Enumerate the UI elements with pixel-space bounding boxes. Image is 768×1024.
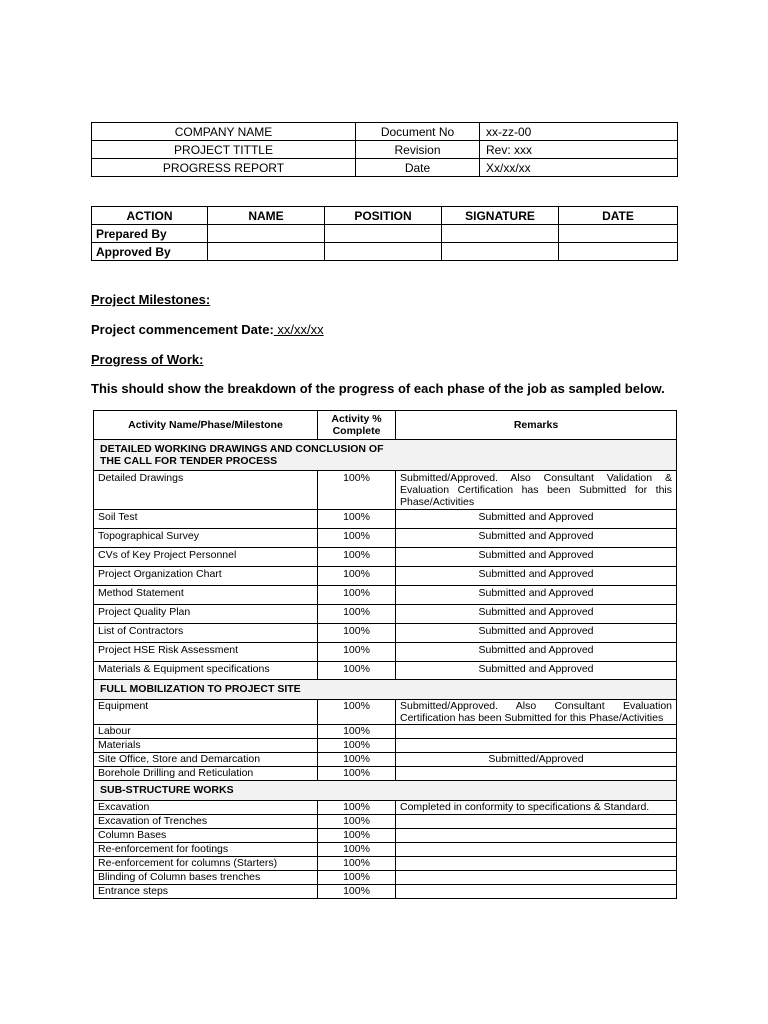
date-label: Date <box>356 159 480 177</box>
approved-by-position[interactable] <box>325 243 442 261</box>
activity-remark: Submitted and Approved <box>396 548 677 567</box>
col-activity-pct: Activity % Complete <box>318 411 396 440</box>
activity-pct: 100% <box>318 885 396 899</box>
activity-remark: Submitted and Approved <box>396 586 677 605</box>
table-row <box>94 767 677 781</box>
prepared-by-signature[interactable] <box>442 225 559 243</box>
document-header-table <box>91 122 678 177</box>
approved-by-name[interactable] <box>208 243 325 261</box>
prepared-by-date[interactable] <box>559 225 678 243</box>
activity-name: List of Contractors <box>94 624 318 643</box>
table-row <box>94 510 677 529</box>
activity-name: Materials <box>94 739 318 753</box>
activity-remark: Submitted/Approved. Also Consultant Validation & Evaluation Certification has been Submitted for this Phase/Activities <box>396 471 677 510</box>
table-row <box>94 624 677 643</box>
activity-name: Materials & Equipment specifications <box>94 662 318 681</box>
table-row <box>94 885 677 899</box>
section-title-mobilization: FULL MOBILIZATION TO PROJECT SITE <box>94 680 677 700</box>
activity-remark: Submitted and Approved <box>396 529 677 548</box>
activity-pct: 100% <box>318 567 396 586</box>
table-row <box>94 567 677 586</box>
col-action: ACTION <box>92 207 208 225</box>
section-title-drawings: DETAILED WORKING DRAWINGS AND CONCLUSION OF THE CALL FOR TENDER PROCESS <box>94 440 677 471</box>
activity-pct: 100% <box>318 801 396 815</box>
activity-remark: Submitted/Approved <box>396 753 677 767</box>
activity-remark <box>396 829 677 843</box>
activity-remark <box>396 871 677 885</box>
table-row <box>94 700 677 725</box>
activity-remark <box>396 857 677 871</box>
activity-pct: 100% <box>318 700 396 725</box>
table-row <box>94 753 677 767</box>
col-signature: SIGNATURE <box>442 207 559 225</box>
activity-pct: 100% <box>318 529 396 548</box>
prepared-by-position[interactable] <box>325 225 442 243</box>
report-name: PROGRESS REPORT <box>92 159 356 177</box>
activity-name: Method Statement <box>94 586 318 605</box>
table-row <box>94 586 677 605</box>
activity-pct: 100% <box>318 739 396 753</box>
table-row <box>94 815 677 829</box>
activity-pct: 100% <box>318 725 396 739</box>
col-name: NAME <box>208 207 325 225</box>
commencement-date: xx/xx/xx <box>273 322 324 337</box>
activity-remark: Submitted and Approved <box>396 662 677 681</box>
activity-pct: 100% <box>318 871 396 885</box>
section-title-substructure: SUB-STRUCTURE WORKS <box>94 781 677 801</box>
company-name: COMPANY NAME <box>92 123 356 141</box>
doc-no-label: Document No <box>356 123 480 141</box>
revision-label: Revision <box>356 141 480 159</box>
activity-pct: 100% <box>318 510 396 529</box>
table-row <box>94 829 677 843</box>
table-row <box>94 529 677 548</box>
col-activity-name: Activity Name/Phase/Milestone <box>94 411 318 440</box>
doc-no-value: xx-zz-00 <box>480 123 678 141</box>
activity-name: Labour <box>94 725 318 739</box>
activity-remark: Submitted/Approved. Also Consultant Evaluation Certification has been Submitted for this Phase/Activities <box>396 700 677 725</box>
project-title: PROJECT TITTLE <box>92 141 356 159</box>
table-row <box>94 605 677 624</box>
progress-table-2 <box>93 679 677 899</box>
activity-pct: 100% <box>318 815 396 829</box>
activity-pct: 100% <box>318 767 396 781</box>
table-row <box>94 643 677 662</box>
activity-name: Entrance steps <box>94 885 318 899</box>
activity-remark: Completed in conformity to specifications & Standard. <box>396 801 677 815</box>
col-date: DATE <box>559 207 678 225</box>
table-row <box>94 725 677 739</box>
activity-pct: 100% <box>318 857 396 871</box>
approved-by-date[interactable] <box>559 243 678 261</box>
activity-pct: 100% <box>318 753 396 767</box>
activity-remark: Submitted and Approved <box>396 643 677 662</box>
col-remarks: Remarks <box>396 411 677 440</box>
activity-remark <box>396 767 677 781</box>
activity-remark: Submitted and Approved <box>396 567 677 586</box>
activity-name: Project Organization Chart <box>94 567 318 586</box>
activity-name: Detailed Drawings <box>94 471 318 510</box>
activity-name: Re-enforcement for columns (Starters) <box>94 857 318 871</box>
commencement-line <box>91 322 324 337</box>
revision-value: Rev: xxx <box>480 141 678 159</box>
activity-name: Borehole Drilling and Reticulation <box>94 767 318 781</box>
activity-name: Excavation of Trenches <box>94 815 318 829</box>
activity-name: CVs of Key Project Personnel <box>94 548 318 567</box>
table-row <box>94 739 677 753</box>
table-row <box>94 843 677 857</box>
prepared-by-label: Prepared By <box>92 225 208 243</box>
intro-text: This should show the breakdown of the progress of each phase of the job as sampled below. <box>91 381 665 396</box>
activity-name: Topographical Survey <box>94 529 318 548</box>
approved-by-signature[interactable] <box>442 243 559 261</box>
table-row <box>94 471 677 510</box>
activity-remark: Submitted and Approved <box>396 605 677 624</box>
activity-remark <box>396 739 677 753</box>
table-row <box>94 548 677 567</box>
activity-remark: Submitted and Approved <box>396 510 677 529</box>
activity-pct: 100% <box>318 643 396 662</box>
activity-pct: 100% <box>318 662 396 681</box>
activity-pct: 100% <box>318 586 396 605</box>
table-row <box>94 662 677 681</box>
activity-name: Equipment <box>94 700 318 725</box>
approved-by-label: Approved By <box>92 243 208 261</box>
milestones-heading: Project Milestones: <box>91 292 211 307</box>
commencement-label: Project commencement Date: <box>91 322 274 337</box>
prepared-by-name[interactable] <box>208 225 325 243</box>
activity-name: Project HSE Risk Assessment <box>94 643 318 662</box>
activity-name: Blinding of Column bases trenches <box>94 871 318 885</box>
progress-table-1 <box>93 410 677 681</box>
activity-pct: 100% <box>318 624 396 643</box>
activity-remark <box>396 843 677 857</box>
activity-pct: 100% <box>318 605 396 624</box>
activity-remark <box>396 815 677 829</box>
activity-name: Excavation <box>94 801 318 815</box>
activity-name: Site Office, Store and Demarcation <box>94 753 318 767</box>
activity-pct: 100% <box>318 471 396 510</box>
table-row <box>94 871 677 885</box>
table-row <box>94 857 677 871</box>
activity-remark <box>396 885 677 899</box>
activity-remark <box>396 725 677 739</box>
progress-heading: Progress of Work: <box>91 352 204 367</box>
activity-name: Project Quality Plan <box>94 605 318 624</box>
activity-name: Soil Test <box>94 510 318 529</box>
col-position: POSITION <box>325 207 442 225</box>
activity-pct: 100% <box>318 829 396 843</box>
activity-name: Column Bases <box>94 829 318 843</box>
table-row <box>94 801 677 815</box>
activity-pct: 100% <box>318 843 396 857</box>
activity-name: Re-enforcement for footings <box>94 843 318 857</box>
date-value: Xx/xx/xx <box>480 159 678 177</box>
signoff-table <box>91 206 678 261</box>
activity-remark: Submitted and Approved <box>396 624 677 643</box>
activity-pct: 100% <box>318 548 396 567</box>
